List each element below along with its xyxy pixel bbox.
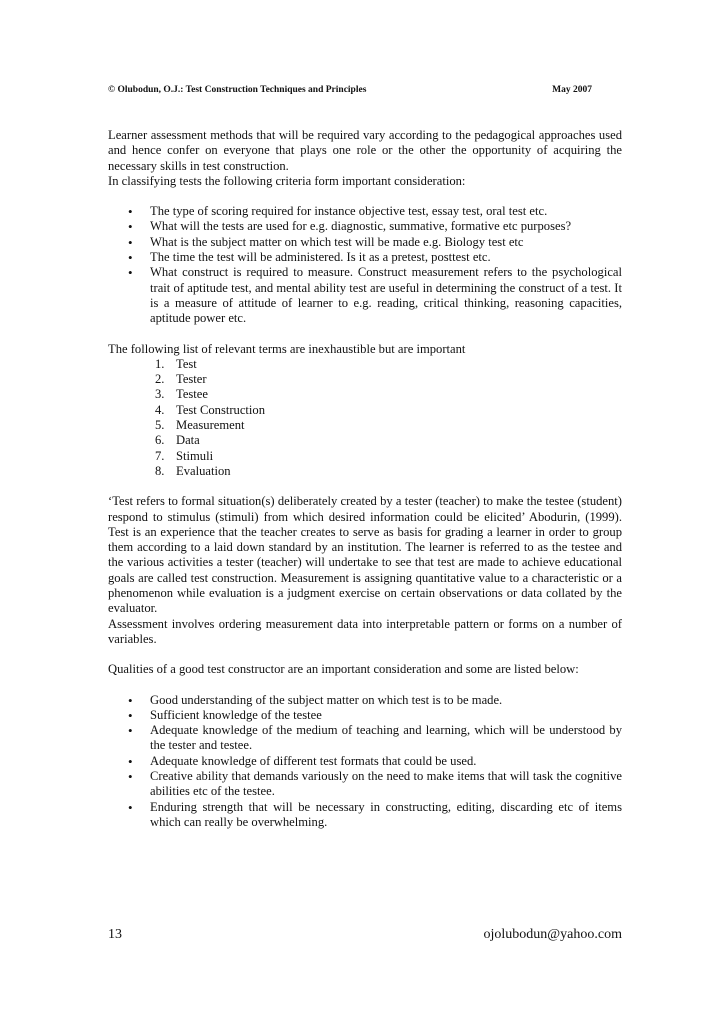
bullet-icon bbox=[128, 693, 140, 709]
bullet-icon bbox=[128, 708, 140, 724]
list-item: • Adequate knowledge of different test formats that could be used. bbox=[108, 754, 622, 769]
page-header bbox=[108, 85, 592, 101]
bullet-icon bbox=[128, 769, 140, 785]
criteria-list bbox=[108, 204, 622, 326]
list-item: 2. Tester bbox=[155, 372, 207, 387]
list-item: • What construct is required to measure. Construct measurement refers to the psychological trait of aptitude test, and mental ability test are useful in determining the construct of a test. It is a measure of attitude of learner to e.g. reading, critical thinking, reasoning capacities, aptitude power etc. bbox=[108, 265, 622, 326]
bullet-icon bbox=[128, 250, 140, 266]
bullet-icon bbox=[128, 754, 140, 770]
list-item: • The type of scoring required for instance objective test, essay test, oral test etc. bbox=[108, 204, 622, 219]
list-item: 1. Test bbox=[155, 356, 197, 371]
header-title: © Olubodun, O.J.: Test Construction Techniques and Principles bbox=[108, 85, 367, 95]
definition-paragraph: ‘Test refers to formal situation(s) deliberately created by a tester (teacher) to make the testee (student) respond to stimulus (stimuli) from which desired information could be elicited’ Abodurin, (1999). Test is an experience that the teacher creates to serve as basis for grading a learner in order to group them according to a laid down standard by an institution. The learner is referred to as the testee and the various activities a tester (teacher) will undertake to see that test are made to achieve educational goals are called test construction. Measurement is assigning quantitative value to a characteristic or a phenomenon while evaluation is a judgment exercise on certain observations or data collated by the evaluator. bbox=[108, 494, 622, 616]
intro-criteria-lead: In classifying tests the following criteria form important consideration: bbox=[108, 173, 466, 188]
bullet-icon bbox=[128, 235, 140, 251]
list-item: 6. Data bbox=[155, 433, 200, 448]
qualities-list bbox=[108, 693, 622, 831]
terms-intro: The following list of relevant terms are inexhaustible but are important bbox=[108, 341, 466, 356]
author-email: ojolubodun@yahoo.com bbox=[483, 927, 622, 942]
list-item: • Adequate knowledge of the medium of teaching and learning, which will be understood by the tester and testee. bbox=[108, 723, 622, 754]
terms-list bbox=[108, 357, 622, 479]
list-item: • The time the test will be administered. Is it as a pretest, posttest etc. bbox=[108, 250, 622, 265]
list-item: • Sufficient knowledge of the testee bbox=[108, 708, 622, 723]
list-item: • What is the subject matter on which test will be made e.g. Biology test etc bbox=[108, 235, 622, 250]
page-footer bbox=[108, 927, 622, 945]
list-item: • What will the tests are used for e.g. diagnostic, summative, formative etc purposes? bbox=[108, 219, 622, 234]
bullet-icon bbox=[128, 265, 140, 281]
page-number: 13 bbox=[108, 927, 122, 942]
bullet-icon bbox=[128, 723, 140, 739]
list-item: 3. Testee bbox=[155, 387, 208, 402]
list-item: 4. Test Construction bbox=[155, 402, 266, 417]
qualities-intro: Qualities of a good test constructor are an important consideration and some are listed below: bbox=[108, 662, 579, 677]
bullet-icon bbox=[128, 219, 140, 235]
bullet-icon bbox=[128, 204, 140, 220]
list-item: 5. Measurement bbox=[155, 418, 245, 433]
header-date: May 2007 bbox=[552, 85, 592, 95]
assessment-paragraph: Assessment involves ordering measurement data into interpretable pattern or forms on a number of variables. bbox=[108, 616, 622, 646]
list-item: 8. Evaluation bbox=[155, 463, 231, 478]
list-item: 7. Stimuli bbox=[155, 448, 214, 463]
list-item: • Enduring strength that will be necessary in constructing, editing, discarding etc of items which can really be overwhelming. bbox=[108, 800, 622, 831]
bullet-icon bbox=[128, 800, 140, 816]
page-body bbox=[108, 128, 622, 830]
list-item: • Good understanding of the subject matter on which test is to be made. bbox=[108, 693, 622, 708]
list-item: • Creative ability that demands variously on the need to make items that will task the cognitive abilities etc of the testee. bbox=[108, 769, 622, 800]
intro-paragraph: Learner assessment methods that will be required vary according to the pedagogical approaches used and hence confer on everyone that plays one role or the other the opportunity of acquiring the necessary skills in test construction. bbox=[108, 128, 622, 173]
